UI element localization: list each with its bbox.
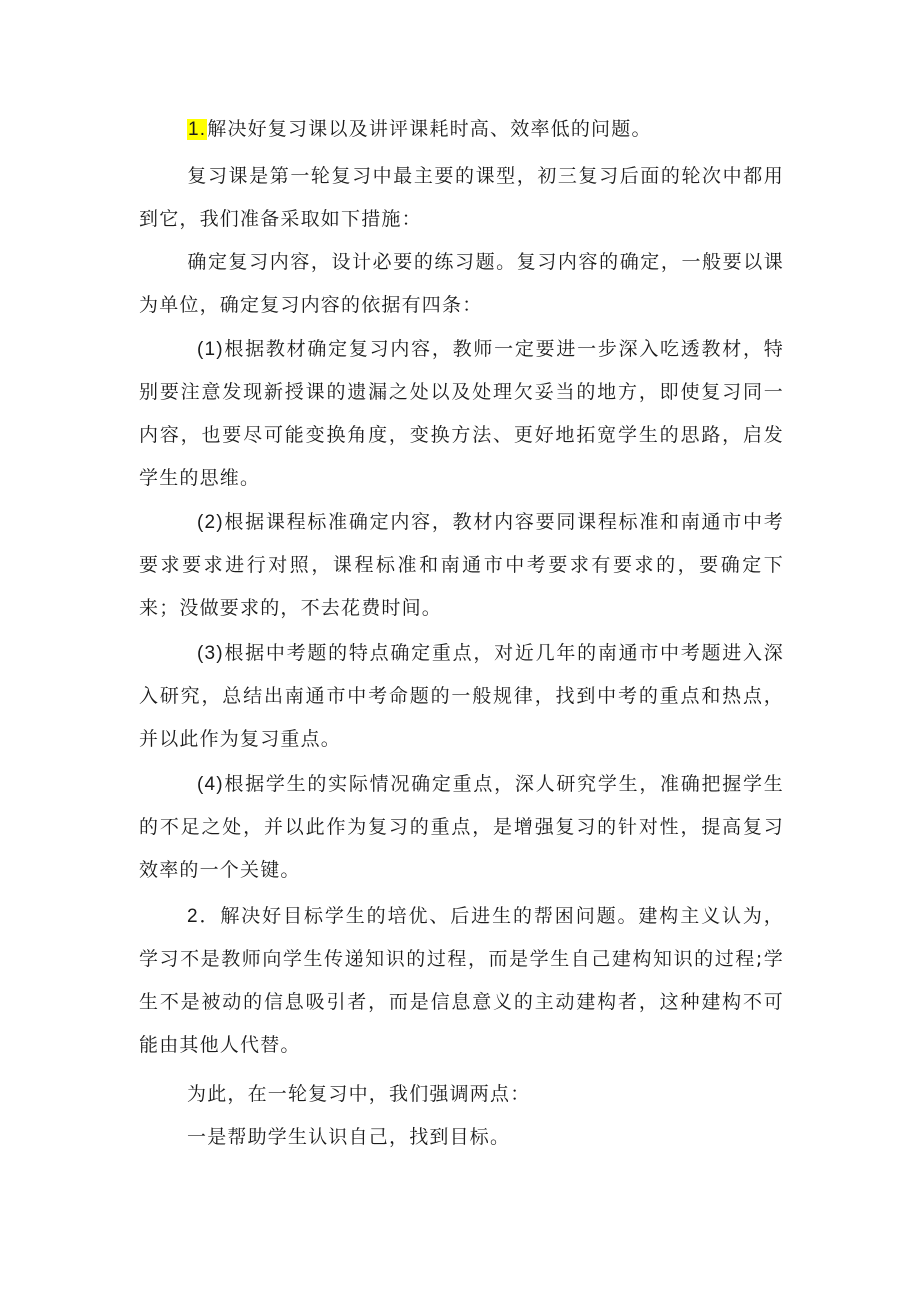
paragraph-item-1 [139, 328, 784, 500]
paragraph-content-basis [139, 241, 784, 327]
paragraph-text: 根据中考题的特点确定重点，对近几年的南通市中考题进入深入研究，总结出南通市中考命题的一般规律，找到中考的重点和热点，并以此作为复习重点。 [139, 642, 784, 750]
paragraph-text: 根据学生的实际情况确定重点，深人研究学生，准确把握学生的不足之处，并以此作为复习的重点，是增强复习的针对性，提高复习效率的一个关键。 [139, 773, 784, 881]
paragraph-point-one [139, 1116, 784, 1159]
item-number: (3) [197, 643, 224, 664]
paragraph-text: 为此，在一轮复习中，我们强调两点： [187, 1083, 531, 1105]
item-number: (4) [197, 774, 224, 795]
paragraph-heading-2 [139, 895, 784, 1067]
paragraph-text: ．解决好目标学生的培优、后进生的帮困问题。建构主义认为，学习不是教师向学生传递知识的过程，而是学生自己建构知识的过程;学生不是被动的信息吸引者，而是信息意义的主动建构者，这种建构不可能由其他人代替。 [139, 905, 784, 1056]
item-number: (2) [197, 512, 224, 533]
paragraph-item-3 [139, 632, 784, 761]
paragraph-heading-1 [139, 108, 784, 151]
paragraph-item-2 [139, 501, 784, 630]
item-number: (1) [197, 339, 224, 360]
item-number: 1. [188, 119, 207, 140]
paragraph-text: 一是帮助学生认识自己，找到目标。 [187, 1126, 511, 1148]
paragraph-text: 解决好复习课以及讲评课耗时高、效率低的问题。 [207, 118, 652, 140]
paragraph-text: 根据教材确定复习内容，教师一定要进一步深入吃透教材，特别要注意发现新授课的遗漏之处以及处理欠妥当的地方，即使复习同一内容，也要尽可能变换角度，变换方法、更好地拓宽学生的思路，启发学生的思维。 [139, 338, 784, 489]
paragraph-item-4 [139, 763, 784, 892]
paragraph-review-class [139, 155, 784, 241]
paragraph-text: 根据课程标准确定内容，教材内容要同课程标准和南通市中考要求要求进行对照，课程标准和南通市中考要求有要求的，要确定下来；没做要求的，不去花费时间。 [139, 511, 784, 619]
paragraph-text: 确定复习内容，设计必要的练习题。复习内容的确定，一般要以课为单位，确定复习内容的依据有四条： [139, 251, 784, 316]
paragraph-text: 复习课是第一轮复习中最主要的课型，初三复习后面的轮次中都用到它，我们准备采取如下措施： [139, 165, 784, 230]
item-number: 2 [187, 906, 199, 927]
paragraph-emphasis-intro [139, 1073, 784, 1116]
